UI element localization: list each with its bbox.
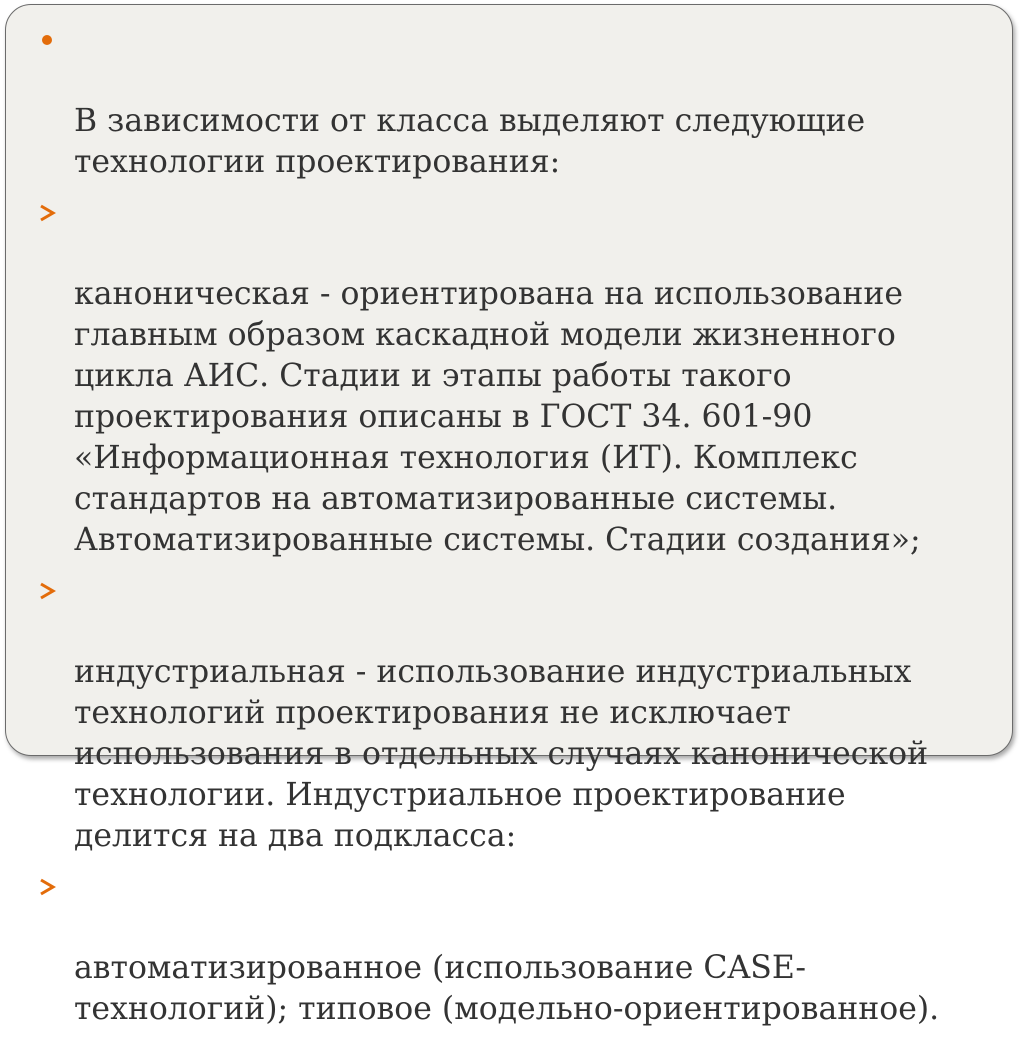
slide-frame (5, 4, 1013, 1027)
list-item (36, 866, 996, 1030)
list-item (36, 192, 996, 561)
dot-bullet-icon (38, 19, 66, 60)
arrow-bullet-icon (38, 866, 66, 907)
arrow-bullet-icon (38, 570, 66, 611)
list-item (36, 19, 996, 183)
list-item-text: автоматизированное (использование CASE- технологий); типовое (модельно-ориентированное). (74, 950, 940, 1027)
list-item-text: каноническая - ориентирована на использование главным образом каскадной модели жизненного цикла АИС. Стадии и этапы работы такого проектирования описаны в ГОСТ 34. 601-90 «Информационная технология (ИТ). Комплекс стандартов на автоматизированные системы. Автоматизированные системы. Стадии создания»; (74, 276, 921, 558)
list-item-text: В зависимости от класса выделяют следующие технологии проектирования: (74, 103, 866, 180)
list-item-text: индустриальная - использование индустриальных технологий проектирования не исключает использования в отдельных случаях канонической технологии. Индустриальное проектирование делится на два подкласса: (74, 654, 929, 854)
list-item (36, 570, 996, 857)
slide-content (36, 19, 996, 1039)
arrow-bullet-icon (38, 192, 66, 233)
